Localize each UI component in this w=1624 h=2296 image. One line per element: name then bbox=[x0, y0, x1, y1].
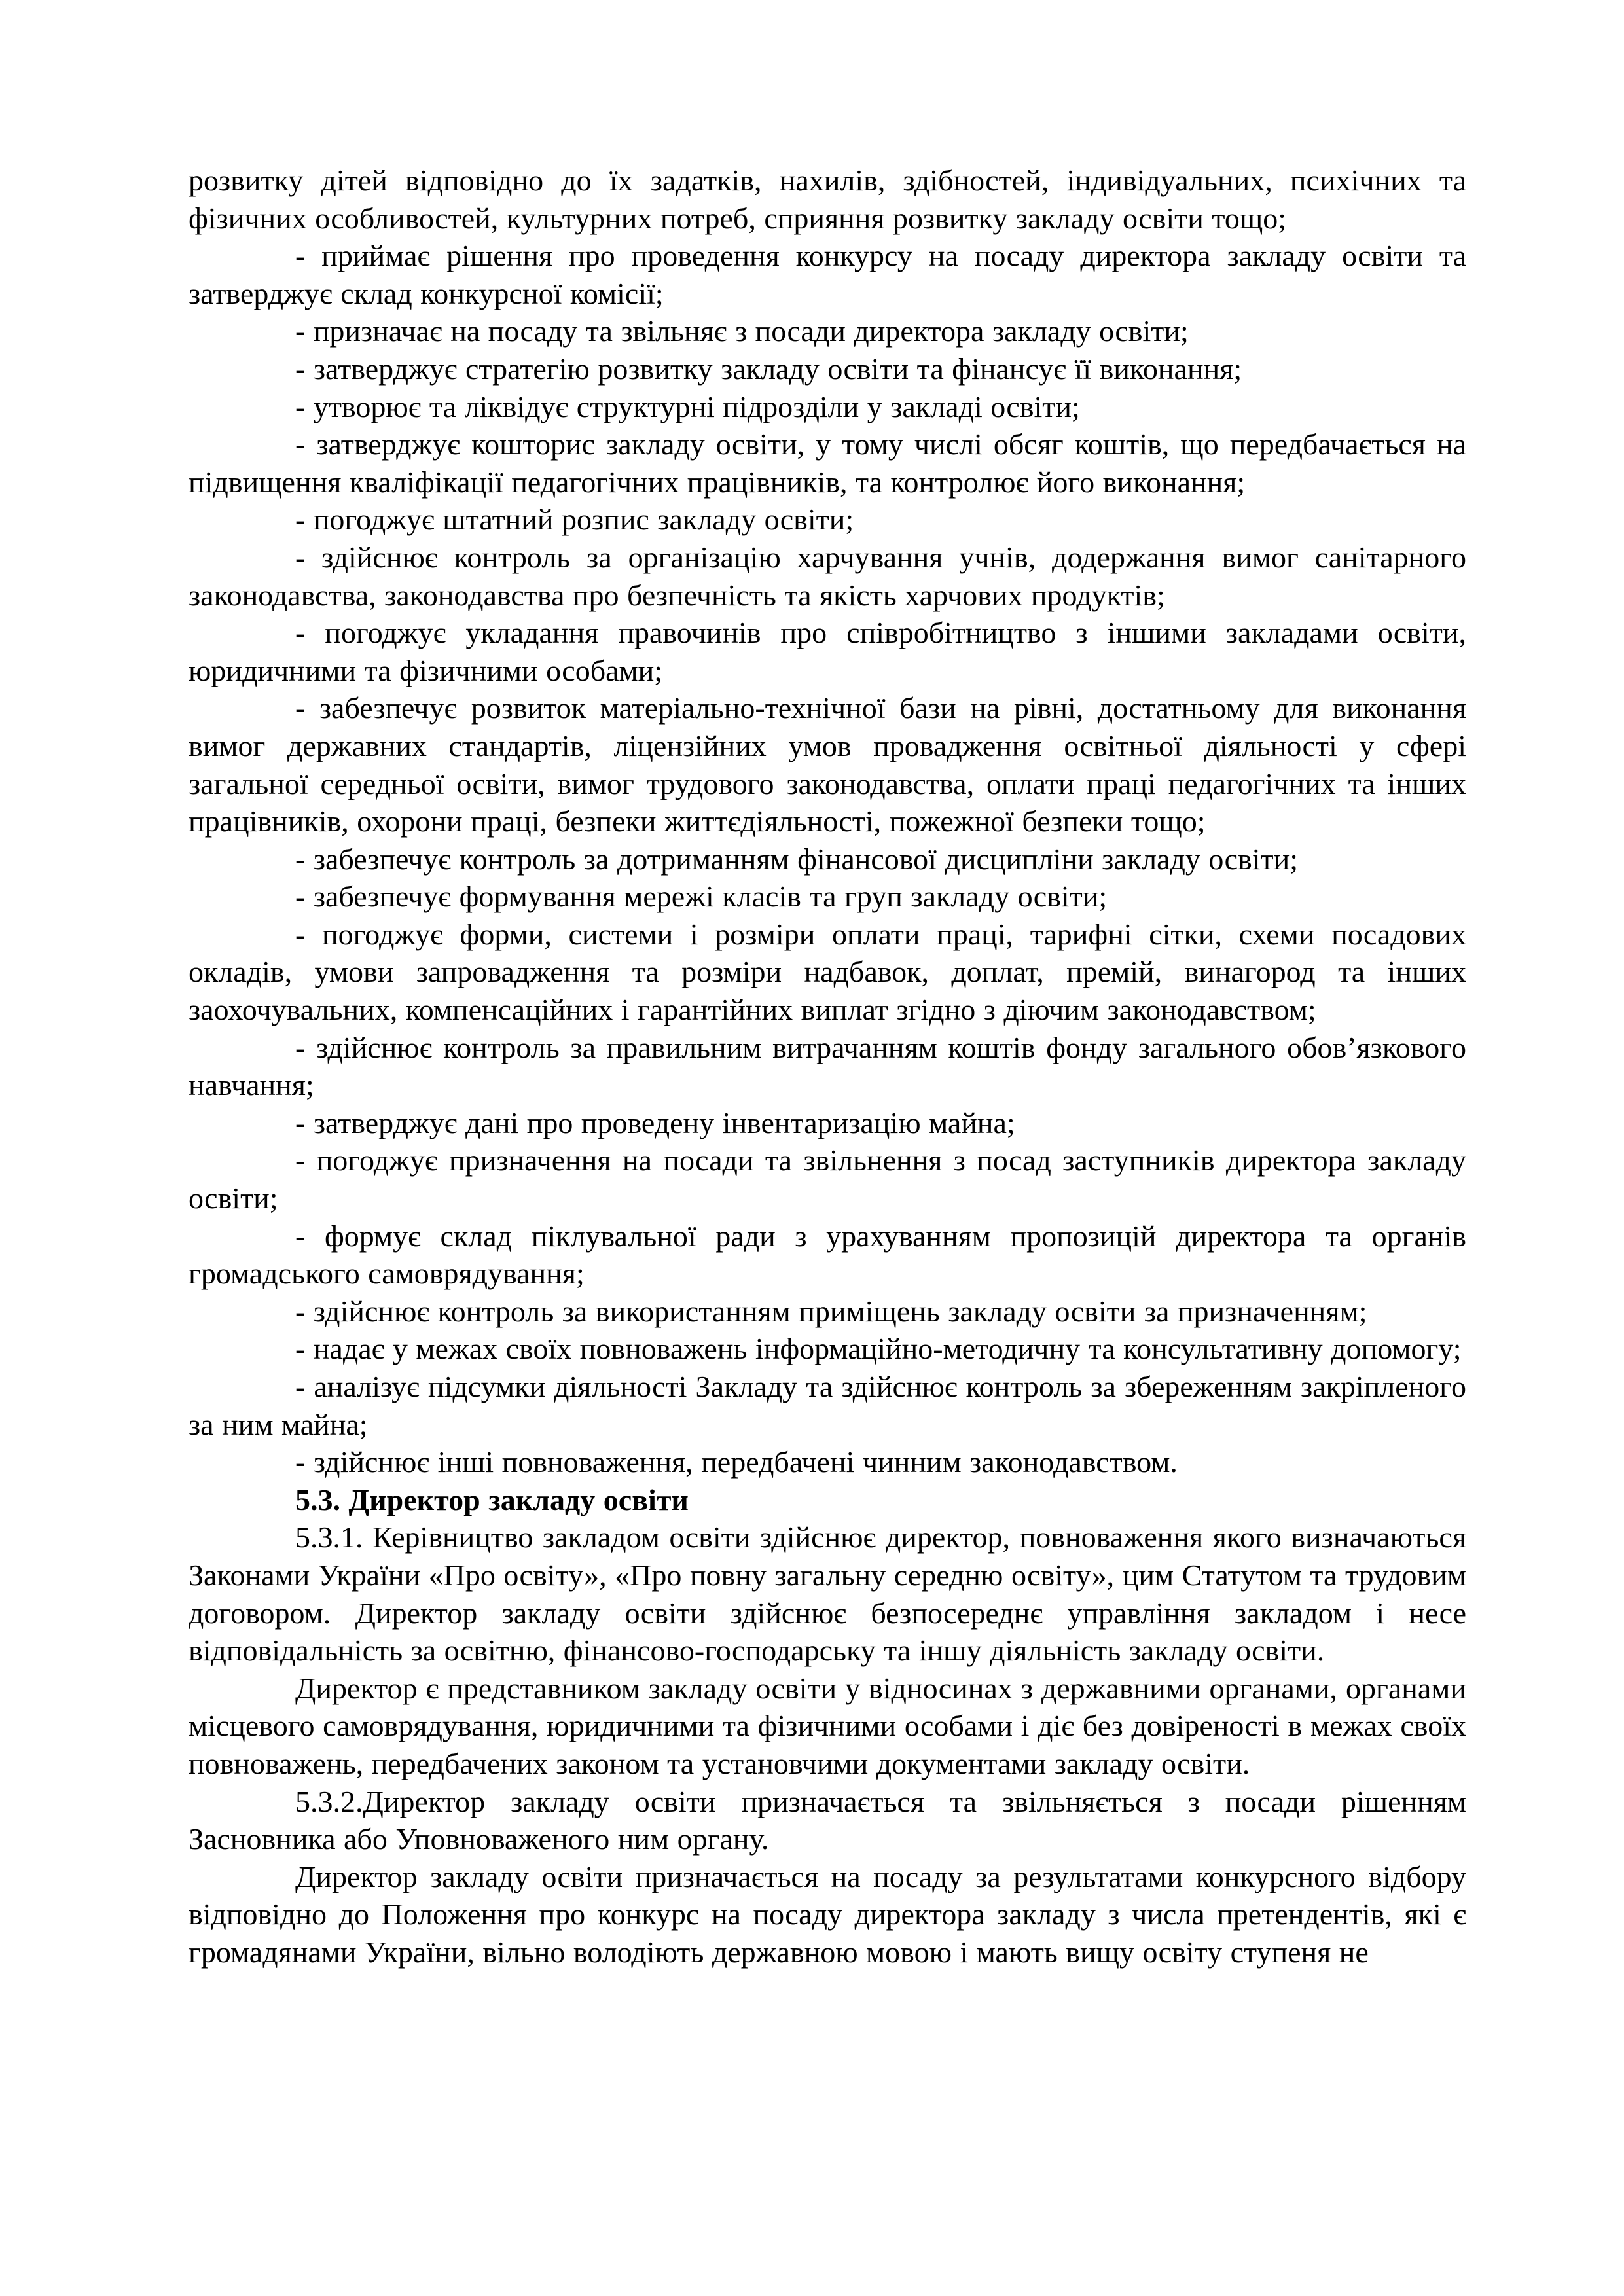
bullet-item-4: - утворює та ліквідує структурні підрозділи у закладі освіти; bbox=[295, 389, 1080, 423]
bullet-item-15: - погоджує призначення на посади та звільнення з посад заступників директора закладу освіти; bbox=[189, 1143, 1466, 1215]
bullet-item-6: - погоджує штатний розпис закладу освіти; bbox=[295, 503, 854, 537]
paragraph-continued: розвитку дітей відповідно до їх задатків, нахилів, здібностей, індивідуальних, психічних та фізичних особливостей, культурних потреб, сприяння розвитку закладу освіти тощо; bbox=[189, 164, 1466, 235]
bullet-item-17: - здійснює контроль за використанням приміщень закладу освіти за призначенням; bbox=[295, 1294, 1367, 1328]
bullet-item-5: - затверджує кошторис закладу освіти, у тому числі обсяг коштів, що передбачається на підвищення кваліфікації педагогічних працівників, та контролює його виконання; bbox=[189, 427, 1466, 499]
bullet-item-14: - затверджує дані про проведену інвентаризацію майна; bbox=[295, 1105, 1015, 1139]
bullet-item-13: - здійснює контроль за правильним витрачанням коштів фонду загального обов’язкового навчання; bbox=[189, 1030, 1466, 1102]
bullet-item-3: - затверджує стратегію розвитку закладу освіти та фінансує її виконання; bbox=[295, 351, 1242, 386]
paragraph-competitive-selection: Директор закладу освіти призначається на посаду за результатами конкурсного відбору відповідно до Положення про конкурс на посаду директора закладу з числа претендентів, які є громадянами України, вільно володіють державною мовою і мають вищу освіту ступеня не bbox=[189, 1859, 1466, 1969]
bullet-item-19: - аналізує підсумки діяльності Закладу та здійснює контроль за збереженням закріпленого за ним майна; bbox=[189, 1370, 1466, 1441]
paragraph-5-3-1: 5.3.1. Керівництво закладом освіти здійснює директор, повноваження якого визначаються Законами України «Про освіту», «Про повну загальну середню освіту», цим Статутом та трудовим договором. Директор закладу освіти здійснює безпосереднє управління закладом і несе відповідальність за освітню, фінансово-господарську та іншу діяльність закладу освіти. bbox=[189, 1520, 1466, 1668]
bullet-item-20: - здійснює інші повноваження, передбачені чинним законодавством. bbox=[295, 1445, 1178, 1479]
section-heading: 5.3. Директор закладу освіти bbox=[295, 1482, 689, 1516]
bullet-item-16: - формує склад піклувальної ради з урахуванням пропозицій директора та органів громадського самоврядування; bbox=[189, 1219, 1466, 1291]
bullet-item-2: - призначає на посаду та звільняє з посади директора закладу освіти; bbox=[295, 314, 1189, 348]
bullet-item-18: - надає у межах своїх повноважень інформаційно-методичну та консультативну допомогу; bbox=[295, 1332, 1462, 1366]
paragraph-director-representative: Директор є представником закладу освіти у відносинах з державними органами, органами місцевого самоврядування, юридичними та фізичними особами і діє без довіреності в межах своїх повноважень, передбачених законом та установчими документами закладу освіти. bbox=[189, 1671, 1466, 1780]
bullet-item-11: - забезпечує формування мережі класів та груп закладу освіти; bbox=[295, 880, 1108, 914]
bullet-item-1: - приймає рішення про проведення конкурсу на посаду директора закладу освіти та затверджує склад конкурсної комісії; bbox=[189, 239, 1466, 310]
bullet-item-12: - погоджує форми, системи і розміри оплати праці, тарифні сітки, схеми посадових окладів, умови запровадження та розміри надбавок, доплат, премій, винагород та інших заохочувальних, компенсаційних і гарантійних виплат згідно з діючим законодавством; bbox=[189, 917, 1466, 1027]
bullet-item-9: - забезпечує розвиток матеріально-технічної бази на рівні, достатньому для виконання вимог державних стандартів, ліцензійних умов провадження освітньої діяльності у сфері загальної середньої освіти, вимог трудового законодавства, оплати праці педагогічних та інших працівників, охорони праці, безпеки життєдіяльності, пожежної безпеки тощо; bbox=[189, 691, 1466, 838]
bullet-item-10: - забезпечує контроль за дотриманням фінансової дисципліни закладу освіти; bbox=[295, 842, 1298, 876]
bullet-item-7: - здійснює контроль за організацію харчування учнів, додержання вимог санітарного законодавства, законодавства про безпечність та якість харчових продуктів; bbox=[189, 540, 1466, 612]
bullet-item-8: - погоджує укладання правочинів про співробітництво з іншими закладами освіти, юридичними та фізичними особами; bbox=[189, 616, 1466, 687]
paragraph-5-3-2: 5.3.2.Директор закладу освіти призначається та звільняється з посади рішенням Засновника або Уповноваженого ним органу. bbox=[189, 1784, 1466, 1856]
document-text-block bbox=[189, 162, 1466, 1971]
